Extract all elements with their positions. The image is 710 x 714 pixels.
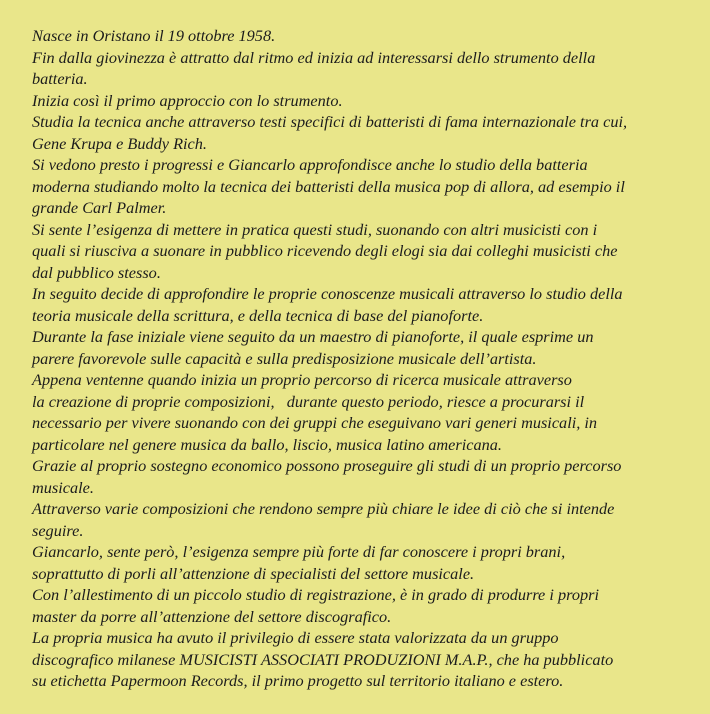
text-line: teoria musicale della scrittura, e della tecnica di base del pianoforte. xyxy=(32,305,484,325)
text-line: particolare nel genere musica da ballo, liscio, musica latino americana. xyxy=(32,434,502,454)
text-line: musicale. xyxy=(32,477,94,497)
text-line: discografico milanese MUSICISTI ASSOCIATI PRODUZIONI M.A.P., che ha pubblicato xyxy=(32,649,614,669)
text-line: Fin dalla giovinezza è attratto dal ritmo ed inizia ad interessarsi dello strumento della xyxy=(32,47,596,67)
text-line: Grazie al proprio sostegno economico possono proseguire gli studi di un proprio percorso xyxy=(32,456,622,475)
text-line: parere favorevole sulle capacità e sulla predisposizione musicale dell’artista. xyxy=(32,348,537,368)
text-line: Si sente l’esigenza di mettere in pratica questi studi, suonando con altri musicisti con i xyxy=(32,219,598,239)
text-line: Inizia così il primo approccio con lo strumento. xyxy=(32,90,343,110)
text-line: moderna studiando molto la tecnica dei batteristi della musica pop di allora, ad esempio il xyxy=(32,176,625,196)
text-line: Gene Krupa e Buddy Rich. xyxy=(32,133,207,153)
text-line: soprattutto di porli all’attenzione di specialisti del settore musicale. xyxy=(32,563,475,583)
text-line: necessario per vivere suonando con dei gruppi che eseguivano vari generi musicali, in xyxy=(32,413,598,432)
text-line: Studia la tecnica anche attraverso testi specifici di batteristi di fama internazionale tra cui, xyxy=(32,112,628,131)
text-line: La propria musica ha avuto il privilegio di essere stata valorizzata da un gruppo xyxy=(32,628,559,647)
text-line: Durante la fase iniziale viene seguito da un maestro di pianoforte, il quale esprime un xyxy=(32,327,594,346)
biography-text xyxy=(32,25,697,692)
text-line: su etichetta Papermoon Records, il primo progetto sul territorio italiano e estero. xyxy=(32,671,564,690)
text-line: Con l’allestimento di un piccolo studio di registrazione, è in grado di produrre i propri xyxy=(32,585,599,604)
text-line: Nasce in Oristano il 19 ottobre 1958. xyxy=(32,26,276,45)
text-line: Attraverso varie composizioni che rendono sempre più chiare le idee di ciò che si intende xyxy=(32,499,615,518)
text-line: quali si riusciva a suonare in pubblico ricevendo degli elogi sia dai colleghi musicisti che xyxy=(32,241,618,260)
text-line: Giancarlo, sente però, l’esigenza sempre più forte di far conoscere i propri brani, xyxy=(32,542,566,561)
text-line: la creazione di proprie composizioni, durante questo periodo, riesce a procurarsi il xyxy=(32,391,585,411)
text-line: seguire. xyxy=(32,520,84,540)
text-line: master da porre all’attenzione del settore discografico. xyxy=(32,606,392,626)
text-line: Appena ventenne quando inizia un proprio percorso di ricerca musicale attraverso xyxy=(32,370,572,389)
text-line: grande Carl Palmer. xyxy=(32,198,167,217)
text-line: Si vedono presto i progressi e Giancarlo approfondisce anche lo studio della batteria xyxy=(32,155,588,174)
text-line: dal pubblico stesso. xyxy=(32,262,161,282)
text-line: In seguito decide di approfondire le proprie conoscenze musicali attraverso lo studio della xyxy=(32,284,623,303)
text-line: batteria. xyxy=(32,69,88,88)
